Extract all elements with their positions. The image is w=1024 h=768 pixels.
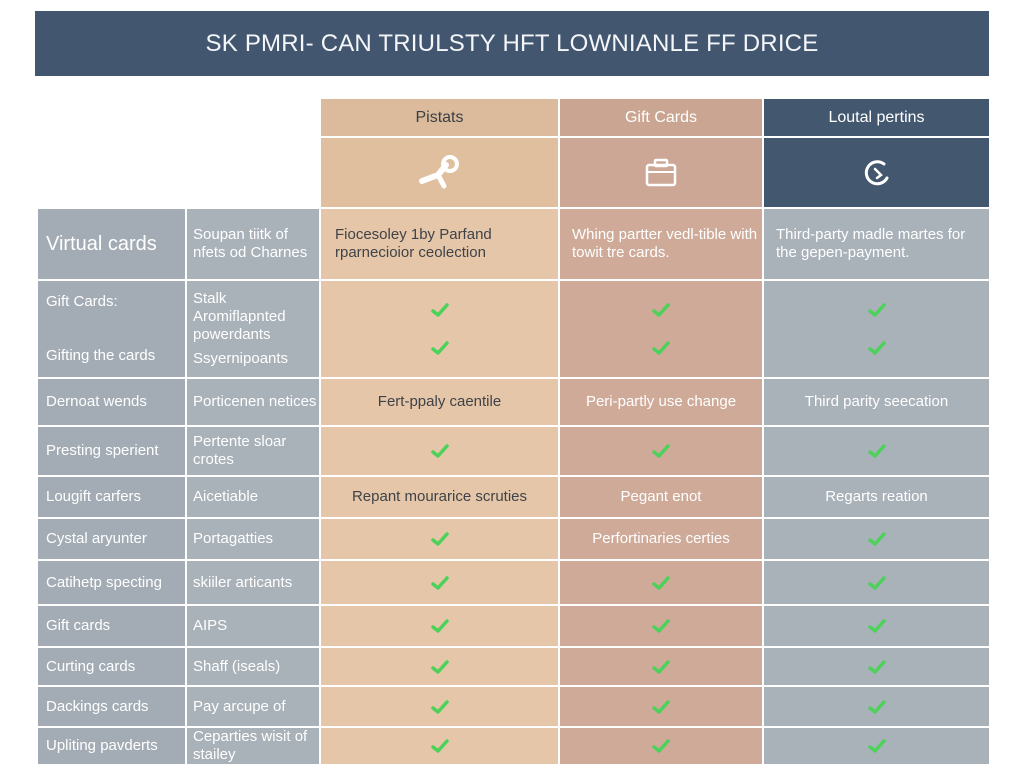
gift-cards-cell	[560, 281, 762, 377]
pistats-cell	[321, 427, 558, 475]
row-category: Gifting the cards	[46, 347, 156, 364]
pistats-cell	[321, 561, 558, 604]
refresh-icon	[764, 138, 989, 207]
loutal-cell	[764, 519, 989, 559]
loutal-cell	[764, 648, 989, 685]
check-icon	[868, 340, 886, 356]
check-icon	[652, 738, 670, 754]
check-icon	[431, 618, 449, 634]
gift-cards-cell	[560, 561, 762, 604]
check-icon	[652, 699, 670, 715]
gift-cards-cell	[560, 427, 762, 475]
row-description: Pertente sloar crotes	[187, 427, 319, 475]
gift-cards-cell: Perfortinaries certies	[560, 519, 762, 559]
check-icon	[652, 618, 670, 634]
check-icon	[868, 302, 886, 318]
corner-blank	[187, 138, 319, 207]
row-description: Aicetiable	[187, 477, 319, 517]
check-icon	[868, 738, 886, 754]
pistats-cell	[321, 687, 558, 726]
row-category: Virtual cards	[38, 209, 185, 279]
briefcase-icon	[560, 138, 762, 207]
corner-blank	[187, 99, 319, 136]
loutal-cell	[764, 606, 989, 646]
check-icon	[868, 618, 886, 634]
row-category: Catihetp specting	[38, 561, 185, 604]
pistats-cell	[321, 728, 558, 764]
check-icon	[652, 302, 670, 318]
comparison-table	[38, 99, 989, 764]
pistats-cell	[321, 606, 558, 646]
row-description: Ceparties wisit of stailey	[187, 728, 319, 764]
row-description: skiiler articants	[187, 561, 319, 604]
check-icon	[868, 531, 886, 547]
pistats-cell	[321, 281, 558, 377]
gift-cards-cell	[560, 648, 762, 685]
row-description: Soupan tiitk of nfets od Charnes	[187, 209, 319, 279]
column-header-loutal-pertins: Loutal pertins	[764, 99, 989, 136]
check-icon	[652, 659, 670, 675]
check-icon	[431, 659, 449, 675]
row-description: Shaff (iseals)	[187, 648, 319, 685]
row-category: Lougift carfers	[38, 477, 185, 517]
check-icon	[652, 340, 670, 356]
row-description: Pay arcupe of	[187, 687, 319, 726]
check-icon	[868, 699, 886, 715]
loutal-cell	[764, 687, 989, 726]
row-category: Cystal aryunter	[38, 519, 185, 559]
row-description: Porticenen netices	[187, 379, 319, 425]
corner-blank	[38, 99, 185, 136]
pistats-cell: Fiocesoley 1by Parfand rparnecioior ceolection	[321, 209, 558, 279]
loutal-cell: Third parity seecation	[764, 379, 989, 425]
check-icon	[652, 575, 670, 591]
gift-cards-cell: Pegant enot	[560, 477, 762, 517]
loutal-cell: Regarts reation	[764, 477, 989, 517]
check-icon	[431, 302, 449, 318]
check-icon	[868, 575, 886, 591]
row-description: AIPS	[187, 606, 319, 646]
loutal-cell	[764, 427, 989, 475]
row-category: Curting cards	[38, 648, 185, 685]
corner-blank	[38, 138, 185, 207]
row-description-group	[187, 281, 319, 377]
row-description: Portagatties	[187, 519, 319, 559]
gift-cards-cell: Whing partter vedl-tible with towit tre cards.	[560, 209, 762, 279]
check-icon	[868, 443, 886, 459]
row-category: Upliting pavderts	[38, 728, 185, 764]
pistats-cell	[321, 519, 558, 559]
pistats-cell: Repant mourarice scruties	[321, 477, 558, 517]
row-category: Dernoat wends	[38, 379, 185, 425]
row-description: Stalk Aromiflapnted powerdants	[193, 290, 286, 343]
check-icon	[431, 575, 449, 591]
row-category: Dackings cards	[38, 687, 185, 726]
check-icon	[431, 738, 449, 754]
column-header-pistats: Pistats	[321, 99, 558, 136]
gift-cards-cell	[560, 728, 762, 764]
loutal-cell: Third-party madle martes for the gepen-payment.	[764, 209, 989, 279]
check-icon	[431, 531, 449, 547]
gift-cards-cell	[560, 687, 762, 726]
column-header-gift-cards: Gift Cards	[560, 99, 762, 136]
loutal-cell	[764, 281, 989, 377]
row-category-group	[38, 281, 185, 377]
gift-cards-cell: Peri-partly use change	[560, 379, 762, 425]
row-description: Ssyernipoants	[193, 350, 289, 367]
row-category: Gift Cards:	[46, 293, 118, 310]
row-category: Gift cards	[38, 606, 185, 646]
gift-cards-cell	[560, 606, 762, 646]
check-icon	[431, 443, 449, 459]
check-icon	[652, 443, 670, 459]
row-category: Presting sperient	[38, 427, 185, 475]
pistats-cell: Fert-ppaly caentile	[321, 379, 558, 425]
page-title: SK PMRI- CAN TRIULSTY HFT LOWNIANLE FF DRICE	[205, 29, 819, 57]
check-icon	[431, 340, 449, 356]
wrench-icon	[321, 138, 558, 207]
pistats-cell	[321, 648, 558, 685]
loutal-cell	[764, 561, 989, 604]
check-icon	[868, 659, 886, 675]
check-icon	[431, 699, 449, 715]
loutal-cell	[764, 728, 989, 764]
title-banner	[35, 11, 989, 76]
